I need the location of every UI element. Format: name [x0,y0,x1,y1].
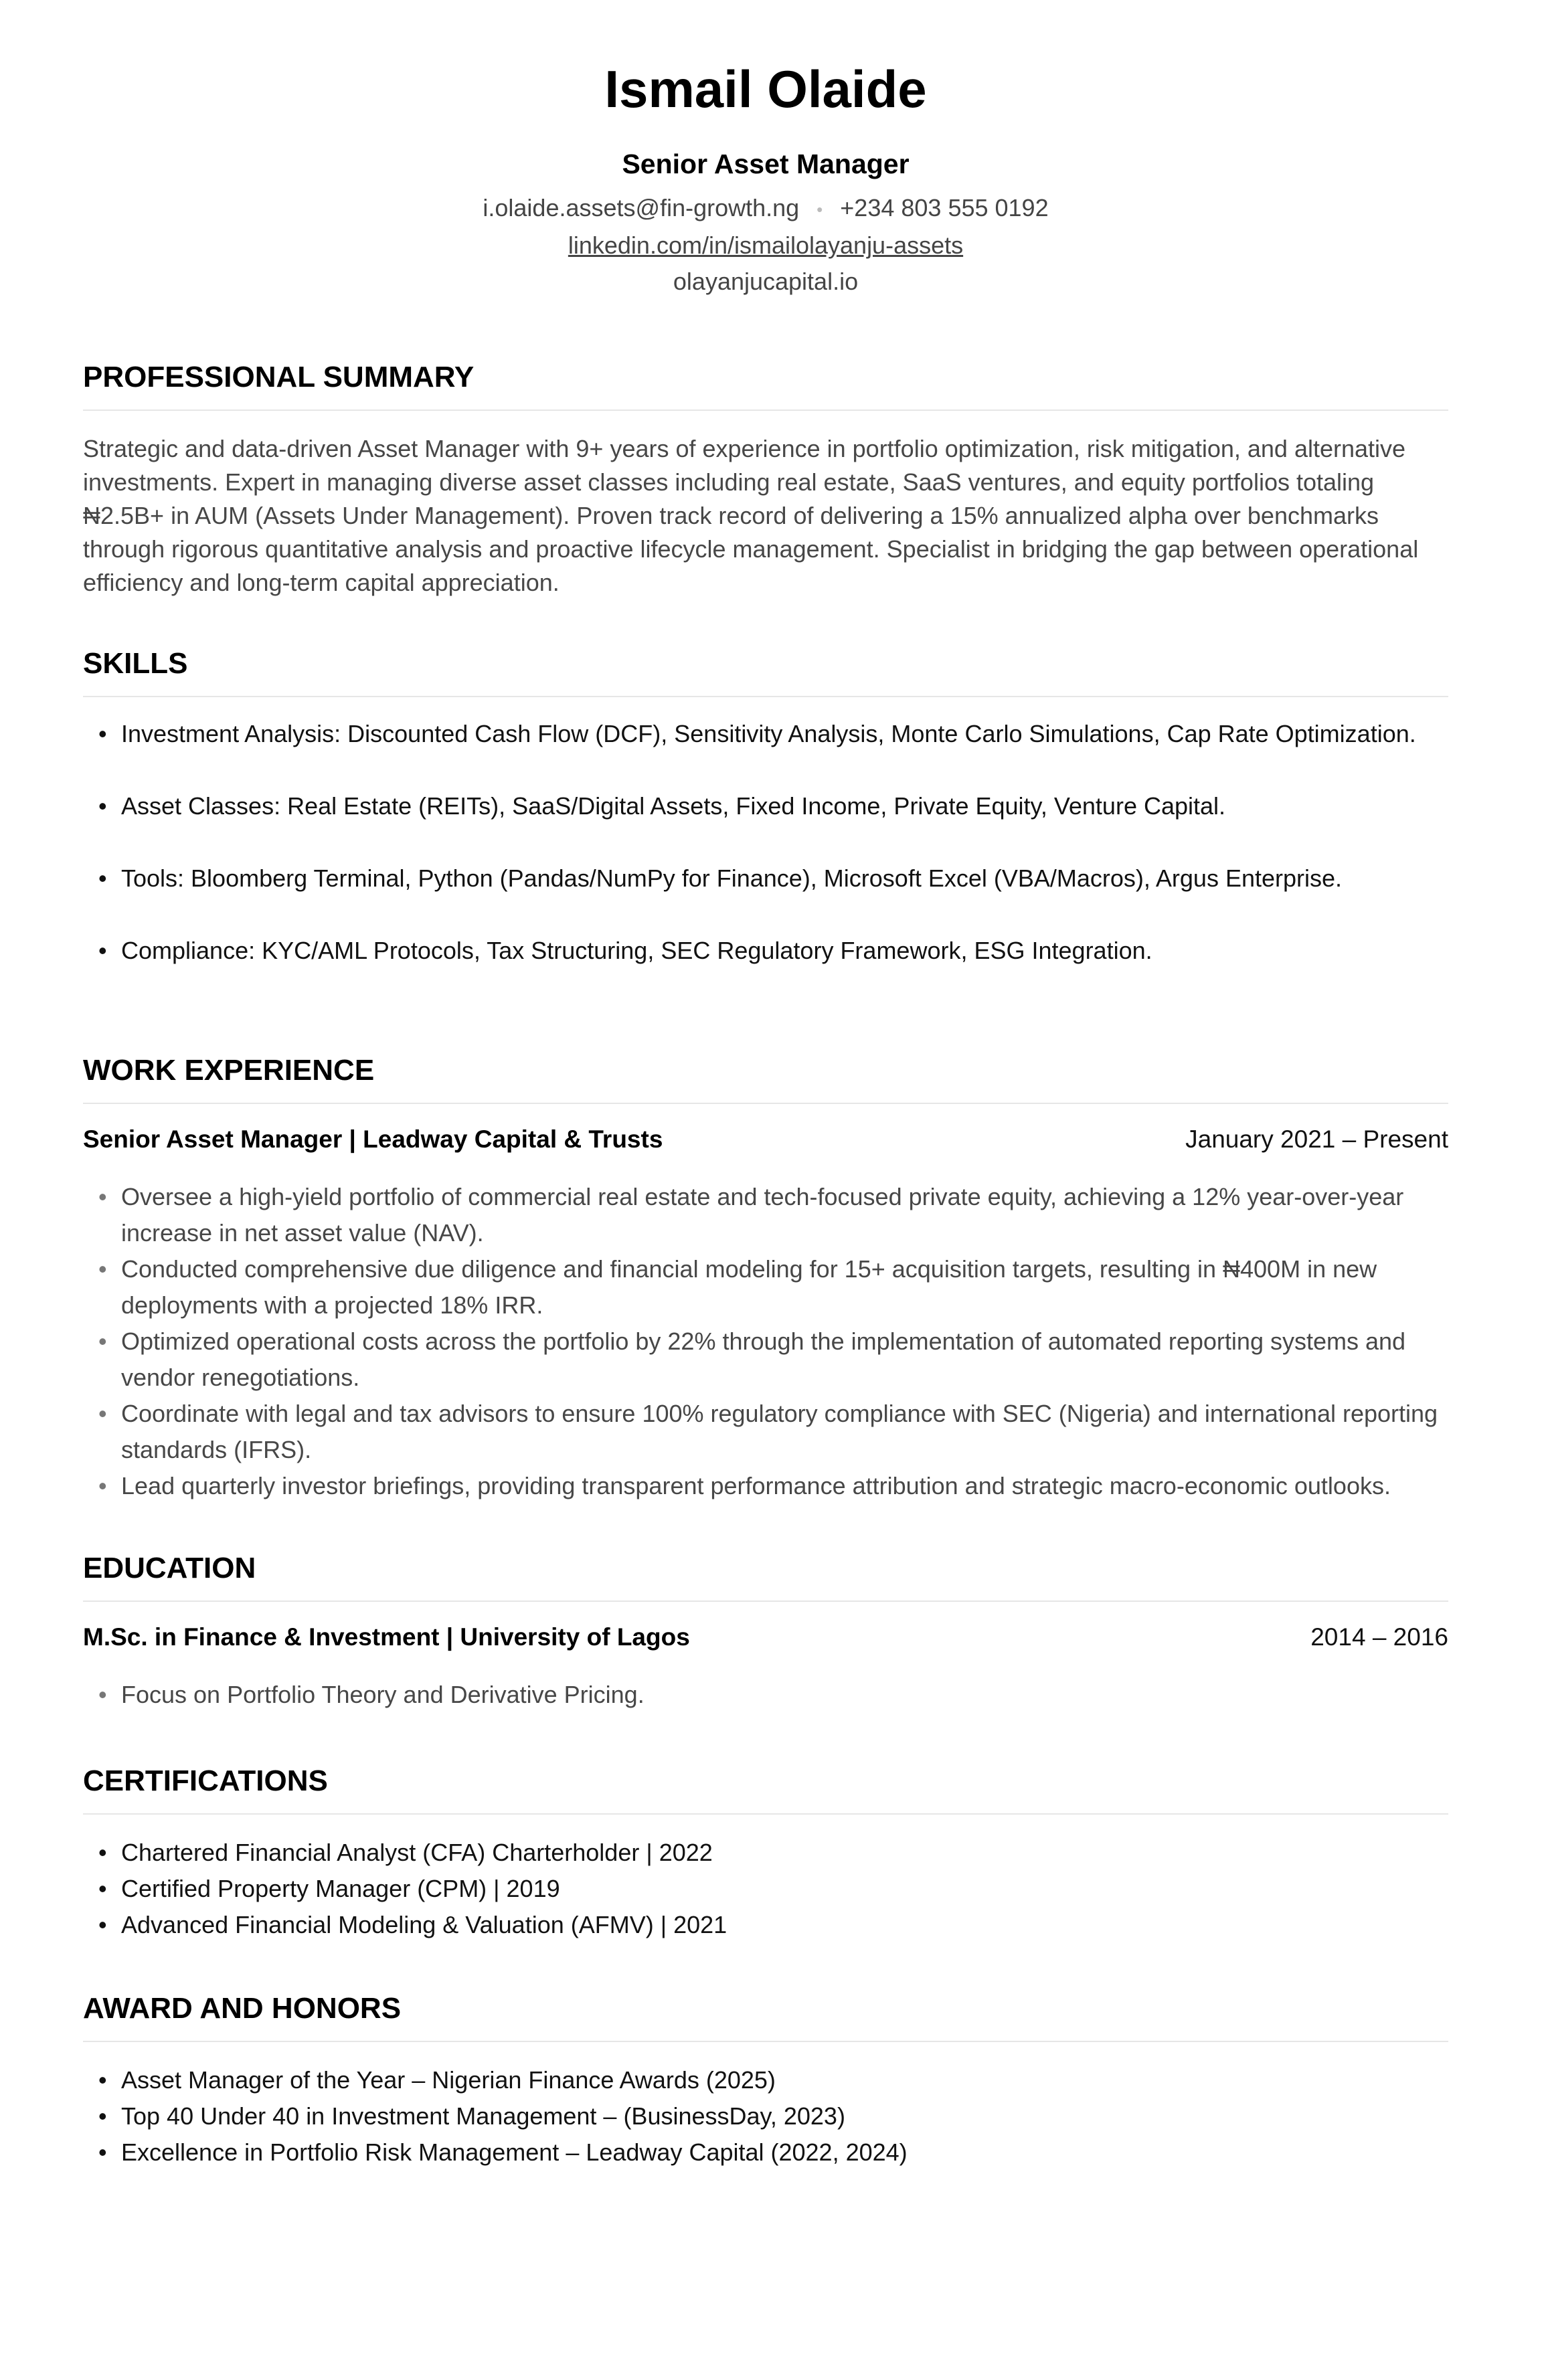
section-heading-experience: WORK EXPERIENCE [83,1052,1448,1104]
resume-page [83,0,1448,2166]
section-heading-summary: PROFESSIONAL SUMMARY [83,359,1448,411]
award-text: Asset Manager of the Year – Nigerian Finance Awards (2025) [121,2066,776,2094]
bullet-icon: • [98,1255,107,1283]
job-bullet-text: Oversee a high-yield portfolio of commercial real estate and tech-focused private equity, achieving a 12% year-over-year increase in net asset value (NAV). [121,1183,1404,1247]
list-item [83,1251,1448,1323]
bullet-icon: • [98,1400,107,1427]
list-item [83,716,1448,752]
bullet-icon: • [98,864,107,892]
bullet-icon: • [98,2102,107,2130]
skills-section [83,645,1448,969]
bullet-icon: • [98,1328,107,1355]
skill-text: Compliance: KYC/AML Protocols, Tax Structuring, SEC Regulatory Framework, ESG Integration. [121,937,1152,964]
bullet-icon: • [98,792,107,820]
section-heading-awards: AWARD AND HONORS [83,1990,1448,2042]
job-bullet-text: Coordinate with legal and tax advisors to ensure 100% regulatory compliance with SEC (Nigeria) and international reporting standards (IFRS). [121,1400,1438,1463]
list-item [83,788,1448,824]
certification-text: Chartered Financial Analyst (CFA) Charterholder | 2022 [121,1839,713,1866]
section-heading-skills: SKILLS [83,645,1448,697]
education-bullet-text: Focus on Portfolio Theory and Derivative Pricing. [121,1681,645,1708]
list-item [83,1907,1448,1943]
list-item [83,933,1448,969]
skill-text: Tools: Bloomberg Terminal, Python (Pandas/NumPy for Finance), Microsoft Excel (VBA/Macros), Argus Enterprise. [121,864,1343,892]
summary-section [83,359,1448,600]
contact-line [83,190,1448,227]
bullet-icon: • [98,2066,107,2094]
certifications-section [83,1762,1448,1943]
experience-section [83,1052,1448,1504]
education-section [83,1550,1448,1713]
bullet-icon: • [98,720,107,747]
linkedin-line [83,227,1448,264]
bullet-icon: • [98,1681,107,1708]
bullet-icon: • [98,1183,107,1210]
job-header [83,1123,1448,1156]
certifications-list [83,1835,1448,1943]
certification-text: Certified Property Manager (CPM) | 2019 [121,1875,560,1902]
education-bullets [83,1677,1448,1713]
list-item [83,1835,1448,1871]
education-dates: 2014 – 2016 [1310,1623,1448,1651]
degree-title: M.Sc. in Finance & Investment | University of Lagos [83,1623,690,1651]
skills-list [83,716,1448,969]
bullet-icon: • [98,1472,107,1499]
skill-text: Investment Analysis: Discounted Cash Flow (DCF), Sensitivity Analysis, Monte Carlo Simulations, Cap Rate Optimization. [121,720,1416,747]
list-item [83,1179,1448,1251]
linkedin-link[interactable]: linkedin.com/in/ismailolayanju-assets [568,232,964,260]
list-item [83,2134,1448,2171]
email-address[interactable]: i.olaide.assets@fin-growth.ng [483,194,800,221]
job-bullet-text: Lead quarterly investor briefings, providing transparent performance attribution and strategic macro-economic outlooks. [121,1472,1391,1499]
section-heading-certifications: CERTIFICATIONS [83,1762,1448,1815]
list-item [83,1677,1448,1713]
bullet-icon: • [98,937,107,964]
job-bullet-text: Optimized operational costs across the portfolio by 22% through the implementation of automated reporting systems and vendor renegotiations. [121,1328,1406,1391]
list-item [83,2098,1448,2134]
candidate-title: Senior Asset Manager [622,149,910,179]
award-text: Top 40 Under 40 in Investment Management – (BusinessDay, 2023) [121,2102,845,2130]
list-item [83,1468,1448,1504]
bullet-icon: • [98,1911,107,1938]
resume-header [83,0,1448,300]
skill-text: Asset Classes: Real Estate (REITs), SaaS/Digital Assets, Fixed Income, Private Equity, Venture Capital. [121,792,1226,820]
website-link[interactable]: olayanjucapital.io [673,268,859,296]
list-item [83,1871,1448,1907]
list-item [83,1323,1448,1396]
website-line [83,264,1448,300]
awards-list [83,2062,1448,2171]
candidate-name: Ismail Olaide [604,60,927,118]
summary-text: Strategic and data-driven Asset Manager with 9+ years of experience in portfolio optimization, risk mitigation, and alternative investments. Expert in managing diverse asset classes including real estate, SaaS ventures, and equity portfolios totaling ₦2.5B+ in AUM (Assets Under Management). Proven track record of delivering a 15% annualized alpha over benchmarks through rigorous quantitative analysis and proactive lifecycle management. Specialist in bridging the gap between operational efficiency and long-term capital appreciation. [83,435,1419,596]
job-bullets [83,1179,1448,1504]
job-bullet-text: Conducted comprehensive due diligence and financial modeling for 15+ acquisition targets, resulting in ₦400M in new deployments with a projected 18% IRR. [121,1255,1377,1319]
list-item [83,2062,1448,2098]
separator-dot-icon: • [817,199,823,220]
bullet-icon: • [98,1875,107,1902]
bullet-icon: • [98,1839,107,1866]
bullet-icon: • [98,2138,107,2166]
list-item [83,860,1448,897]
award-text: Excellence in Portfolio Risk Management – Leadway Capital (2022, 2024) [121,2138,908,2166]
certification-text: Advanced Financial Modeling & Valuation (AFMV) | 2021 [121,1911,727,1938]
job-dates: January 2021 – Present [1185,1125,1448,1153]
job-title: Senior Asset Manager | Leadway Capital & Trusts [83,1125,663,1153]
phone-number[interactable]: +234 803 555 0192 [840,194,1049,221]
section-heading-education: EDUCATION [83,1550,1448,1602]
list-item [83,1396,1448,1468]
education-header [83,1621,1448,1654]
awards-section [83,1990,1448,2171]
